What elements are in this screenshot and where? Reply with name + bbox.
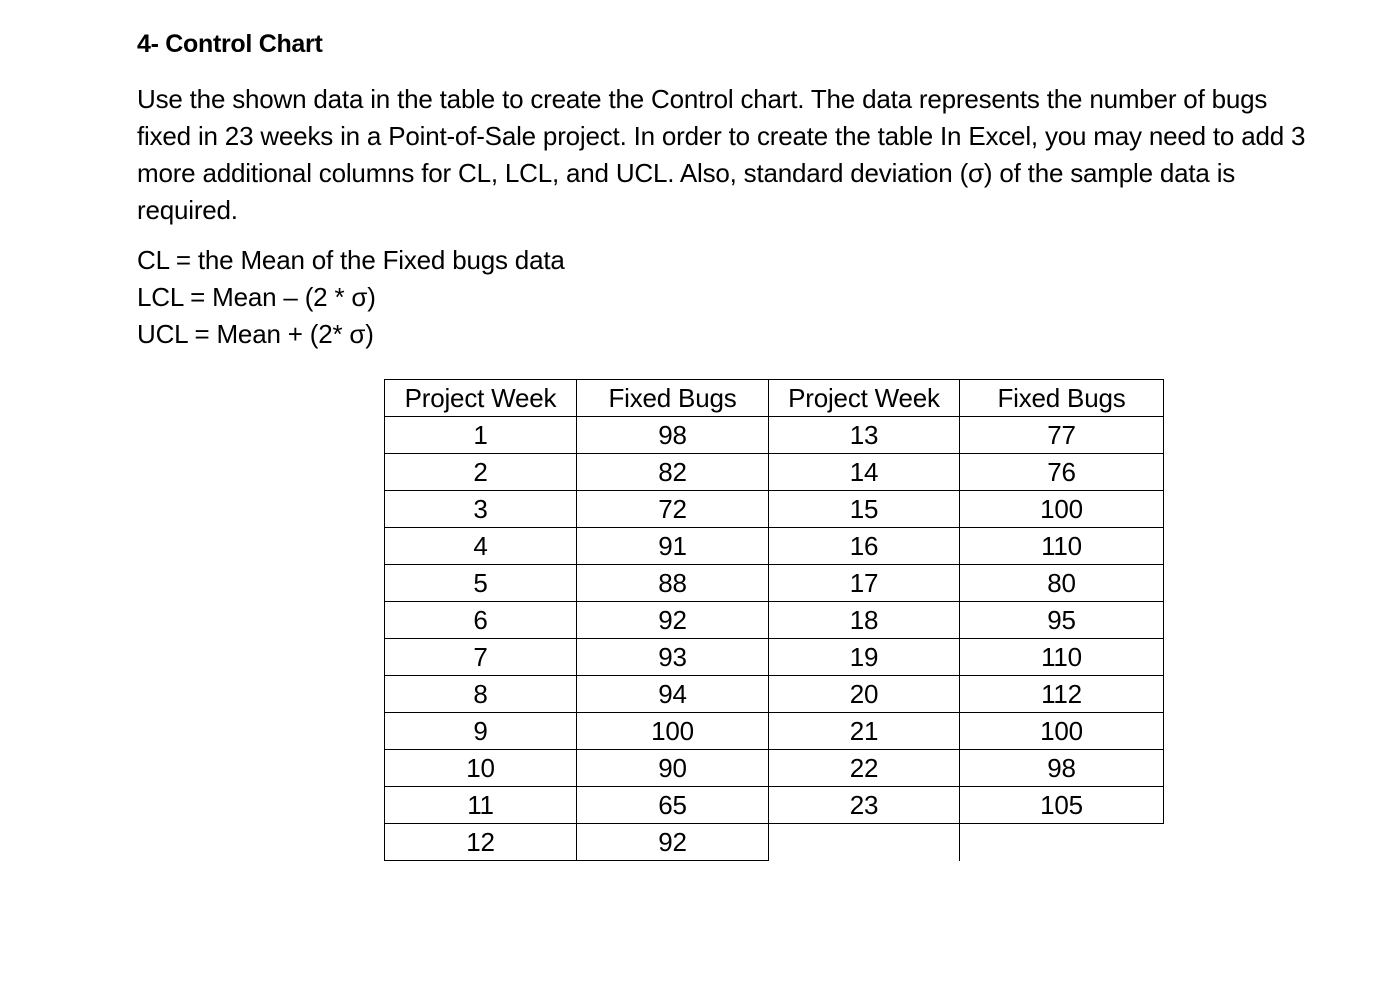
bugs-cell: 98 <box>960 750 1164 787</box>
week-cell: 16 <box>769 528 960 565</box>
lcl-formula: LCL = Mean – (2 * σ) <box>137 282 376 312</box>
table-row <box>385 491 1164 528</box>
bugs-cell: 92 <box>577 602 769 639</box>
week-cell: 6 <box>385 602 577 639</box>
table-row <box>385 713 1164 750</box>
week-cell: 23 <box>769 787 960 824</box>
table-row <box>385 565 1164 602</box>
cl-formula: CL = the Mean of the Fixed bugs data <box>137 245 565 275</box>
week-cell: 21 <box>769 713 960 750</box>
bugs-cell: 110 <box>960 528 1164 565</box>
table-body <box>385 417 1164 861</box>
header-fixed-bugs: Fixed Bugs <box>577 380 769 417</box>
bugs-cell: 76 <box>960 454 1164 491</box>
week-cell: 12 <box>385 824 577 861</box>
week-cell: 20 <box>769 676 960 713</box>
bugs-cell: 72 <box>577 491 769 528</box>
bugs-cell: 77 <box>960 417 1164 454</box>
week-cell: 15 <box>769 491 960 528</box>
week-cell: 9 <box>385 713 577 750</box>
bugs-cell: 110 <box>960 639 1164 676</box>
bugs-cell: 90 <box>577 750 769 787</box>
bugs-cell: 95 <box>960 602 1164 639</box>
week-cell: 7 <box>385 639 577 676</box>
bugs-cell: 80 <box>960 565 1164 602</box>
week-cell: 14 <box>769 454 960 491</box>
bugs-cell: 112 <box>960 676 1164 713</box>
bugs-cell: 100 <box>577 713 769 750</box>
bugs-cell: 93 <box>577 639 769 676</box>
table-row <box>385 639 1164 676</box>
bugs-cell: 92 <box>577 824 769 861</box>
table-row <box>385 602 1164 639</box>
table-row <box>385 750 1164 787</box>
header-project-week: Project Week <box>769 380 960 417</box>
intro-paragraph <box>137 81 1317 229</box>
week-cell: 11 <box>385 787 577 824</box>
week-cell: 4 <box>385 528 577 565</box>
empty-cell <box>960 824 1164 861</box>
week-cell: 2 <box>385 454 577 491</box>
bugs-cell: 88 <box>577 565 769 602</box>
week-cell: 18 <box>769 602 960 639</box>
bugs-cell: 105 <box>960 787 1164 824</box>
bugs-cell: 82 <box>577 454 769 491</box>
week-cell: 17 <box>769 565 960 602</box>
bugs-cell: 65 <box>577 787 769 824</box>
table-row <box>385 824 1164 861</box>
bugs-cell: 100 <box>960 491 1164 528</box>
ucl-formula: UCL = Mean + (2* σ) <box>137 319 374 349</box>
section-heading: 4- Control Chart <box>137 30 323 58</box>
intro-text: Use the shown data in the table to create the Control chart. The data represents the number of bugs fixed in 23 weeks in a Point-of-Sale project. In order to create the table In Excel, you may need to add 3 more additional columns for CL, LCL, and UCL. Also, standard deviation (σ) of the sample data is required. <box>137 84 1306 225</box>
bugs-cell: 91 <box>577 528 769 565</box>
header-fixed-bugs: Fixed Bugs <box>960 380 1164 417</box>
empty-cell <box>769 824 960 861</box>
week-cell: 10 <box>385 750 577 787</box>
table-row <box>385 454 1164 491</box>
table-row <box>385 676 1164 713</box>
table-header-row <box>385 380 1164 417</box>
table-row <box>385 528 1164 565</box>
week-cell: 3 <box>385 491 577 528</box>
table-row <box>385 787 1164 824</box>
bugs-cell: 94 <box>577 676 769 713</box>
bugs-cell: 100 <box>960 713 1164 750</box>
header-project-week: Project Week <box>385 380 577 417</box>
bugs-cell: 98 <box>577 417 769 454</box>
week-cell: 13 <box>769 417 960 454</box>
table-row <box>385 417 1164 454</box>
week-cell: 22 <box>769 750 960 787</box>
week-cell: 5 <box>385 565 577 602</box>
week-cell: 8 <box>385 676 577 713</box>
formula-block <box>137 242 565 353</box>
bug-data-table <box>384 379 1164 861</box>
week-cell: 19 <box>769 639 960 676</box>
week-cell: 1 <box>385 417 577 454</box>
